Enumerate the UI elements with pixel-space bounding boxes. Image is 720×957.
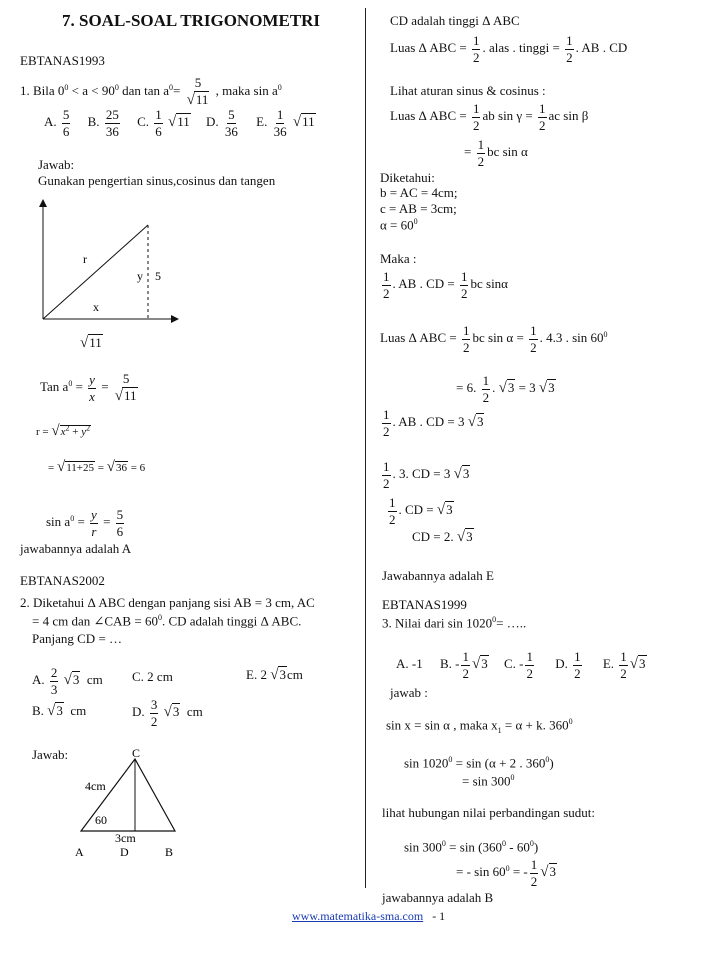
- r-d2: c = AB = 3cm;: [380, 201, 457, 216]
- q1-options: [44, 108, 316, 138]
- footer-link[interactable]: www.matematika-sma.com: [292, 909, 424, 923]
- q3-option-e[interactable]: E. $\frac{1}{2}$ √3: [602, 649, 646, 681]
- q1-option-c[interactable]: C. $\frac{1}{6}$ √11: [137, 107, 190, 139]
- r-value: = √11+25 = √36 = 6: [48, 459, 146, 475]
- q3-s2: sin 1020$^0$ = sin (α + 2 . $360^0$): [404, 755, 554, 771]
- q1-option-a[interactable]: A. $\frac{5}{6}$: [44, 107, 70, 139]
- r-diketahui: Diketahui:: [380, 170, 435, 185]
- column-divider: [365, 8, 366, 888]
- r-luas-4: Luas Δ ABC = $\frac{1}{2}$ bc sin α = $\frac{1}{2}$ . 4.3 . $\sin 60^0$: [380, 323, 608, 355]
- q2-stem-3: Panjang CD = …: [32, 631, 123, 646]
- q2-source: EBTANAS2002: [20, 573, 105, 588]
- right-triangle-diagram: [25, 195, 185, 355]
- q1-jawab: Jawab:: [38, 157, 75, 172]
- r-l6: $\frac{1}{2}$ . AB . CD = 3 √3: [383, 407, 484, 439]
- r-d1: b = AC = 4cm;: [380, 185, 458, 200]
- triangle-abc-diagram: [65, 745, 195, 860]
- r-l8: $\frac{1}{2}$ . CD = √3: [389, 495, 453, 527]
- label-root11: √11: [80, 335, 102, 351]
- q2-option-c[interactable]: C. 2 cm: [132, 669, 173, 684]
- q3-stem: 3. Nilai dari $\sin 1020^0=$ …..: [382, 615, 527, 631]
- r-d3: $\alpha = 60^0$: [380, 217, 418, 233]
- r-luas-1: Luas Δ ABC = $\frac{1}{2}$ . alas . tinggi = $\frac{1}{2}$ . AB . CD: [390, 33, 628, 65]
- sin-formula: $\sin a^0$ = $\frac{y}{r}$ = $\frac{5}{6}$: [46, 507, 124, 539]
- q3-s5: = - $\sin 60^0$ = - $\frac{1}{2}$ √3: [456, 857, 556, 889]
- q3-option-d[interactable]: D. $\frac{1}{2}$: [555, 649, 581, 681]
- r-maka: Maka :: [380, 251, 417, 266]
- r-aturan: Lihat aturan sinus & cosinus :: [390, 83, 546, 98]
- r-line-1: CD adalah tinggi Δ ABC: [390, 13, 520, 28]
- svg-text:C: C: [132, 746, 141, 760]
- label-r: r: [83, 252, 87, 266]
- label-x: x: [93, 300, 99, 314]
- q3-options: [396, 650, 647, 680]
- svg-text:D: D: [120, 845, 129, 859]
- q2-option-e[interactable]: E. 2 √3cm: [246, 667, 303, 683]
- q3-s4: $\sin 300^0 = \sin (360^0 - 60^0)$: [404, 839, 539, 855]
- q3-option-c[interactable]: C. - $\frac{1}{2}$: [503, 649, 533, 681]
- q1-option-b[interactable]: B. $\frac{25}{36}$: [87, 107, 119, 139]
- q3-option-b[interactable]: B. - $\frac{1}{2}$ √3: [439, 649, 488, 681]
- r-luas-2: Luas Δ ABC = $\frac{1}{2}$ ab sin γ = $\frac{1}{2}$ ac sin β: [390, 101, 589, 133]
- r-formula: $r = √x^2 + y^2$: [36, 423, 91, 439]
- q2-jawab: Jawab:: [32, 747, 69, 762]
- page-number: - 1: [432, 909, 446, 923]
- q1-stem: 1. Bila $0^0 < a < 90^0$ dan $\tan a^0=$ $\frac{5}{√11}$ , maka $\sin a^0$: [20, 75, 282, 108]
- svg-text:60: 60: [95, 813, 107, 827]
- q1-answer: jawabannya adalah A: [20, 541, 132, 556]
- q1-hint: Gunakan pengertian sinus,cosinus dan tangen: [38, 173, 276, 188]
- q3-option-a[interactable]: A. -1: [396, 656, 423, 672]
- q1-option-e[interactable]: E. $\frac{1}{36}$ √11: [256, 107, 315, 139]
- q3-source: EBTANAS1999: [382, 597, 467, 612]
- r-l9: CD = 2. √3: [412, 529, 473, 545]
- r-luas-3: = $\frac{1}{2}$ bc sin α: [464, 137, 528, 169]
- q2-stem-2: = 4 cm dan ∠CAB = $60^0$. CD adalah tinggi Δ ABC.: [32, 613, 302, 629]
- q2-option-d[interactable]: D. $\frac{3}{2}$ √3 cm: [132, 697, 203, 729]
- tan-formula: Tan $a^0$ = $\frac{y}{x}$ = $\frac{5}{√11}$: [40, 371, 137, 404]
- svg-text:3cm: 3cm: [115, 831, 136, 845]
- q3-s1: sin x = sin α , maka $x_1 = \alpha + k$. $360^0$: [386, 717, 573, 735]
- svg-text:B: B: [165, 845, 174, 859]
- label-y: y: [137, 269, 143, 283]
- q2-option-a[interactable]: A. $\frac{2}{3}$ √3 cm: [32, 665, 103, 697]
- svg-text:A: A: [75, 845, 84, 859]
- page-title: 7. SOAL-SOAL TRIGONOMETRI: [62, 11, 321, 30]
- footer: [292, 910, 445, 922]
- q2-answer: Jawabannya adalah E: [382, 568, 494, 583]
- r-m1: $\frac{1}{2}$ . AB . CD = $\frac{1}{2}$ bc sinα: [383, 269, 508, 301]
- q3-jawab: jawab :: [390, 685, 428, 700]
- q3-lihat: lihat hubungan nilai perbandingan sudut:: [382, 805, 596, 820]
- r-l5: = 6. $\frac{1}{2}$ . √3 = 3 √3: [456, 373, 555, 405]
- q2-stem-1: 2. Diketahui Δ ABC dengan panjang sisi AB = 3 cm, AC: [20, 595, 315, 610]
- label-5: 5: [155, 269, 161, 283]
- q3-answer: jawabannya adalah B: [382, 890, 494, 905]
- svg-text:4cm: 4cm: [85, 779, 106, 793]
- q2-option-b[interactable]: B. √3 cm: [32, 703, 87, 719]
- q1-source: EBTANAS1993: [20, 53, 105, 68]
- r-l7: $\frac{1}{2}$ . 3. CD = 3 √3: [383, 459, 470, 491]
- q1-option-d[interactable]: D. $\frac{5}{36}$: [206, 107, 238, 139]
- q3-s3: = $\sin 300^0$: [462, 773, 515, 789]
